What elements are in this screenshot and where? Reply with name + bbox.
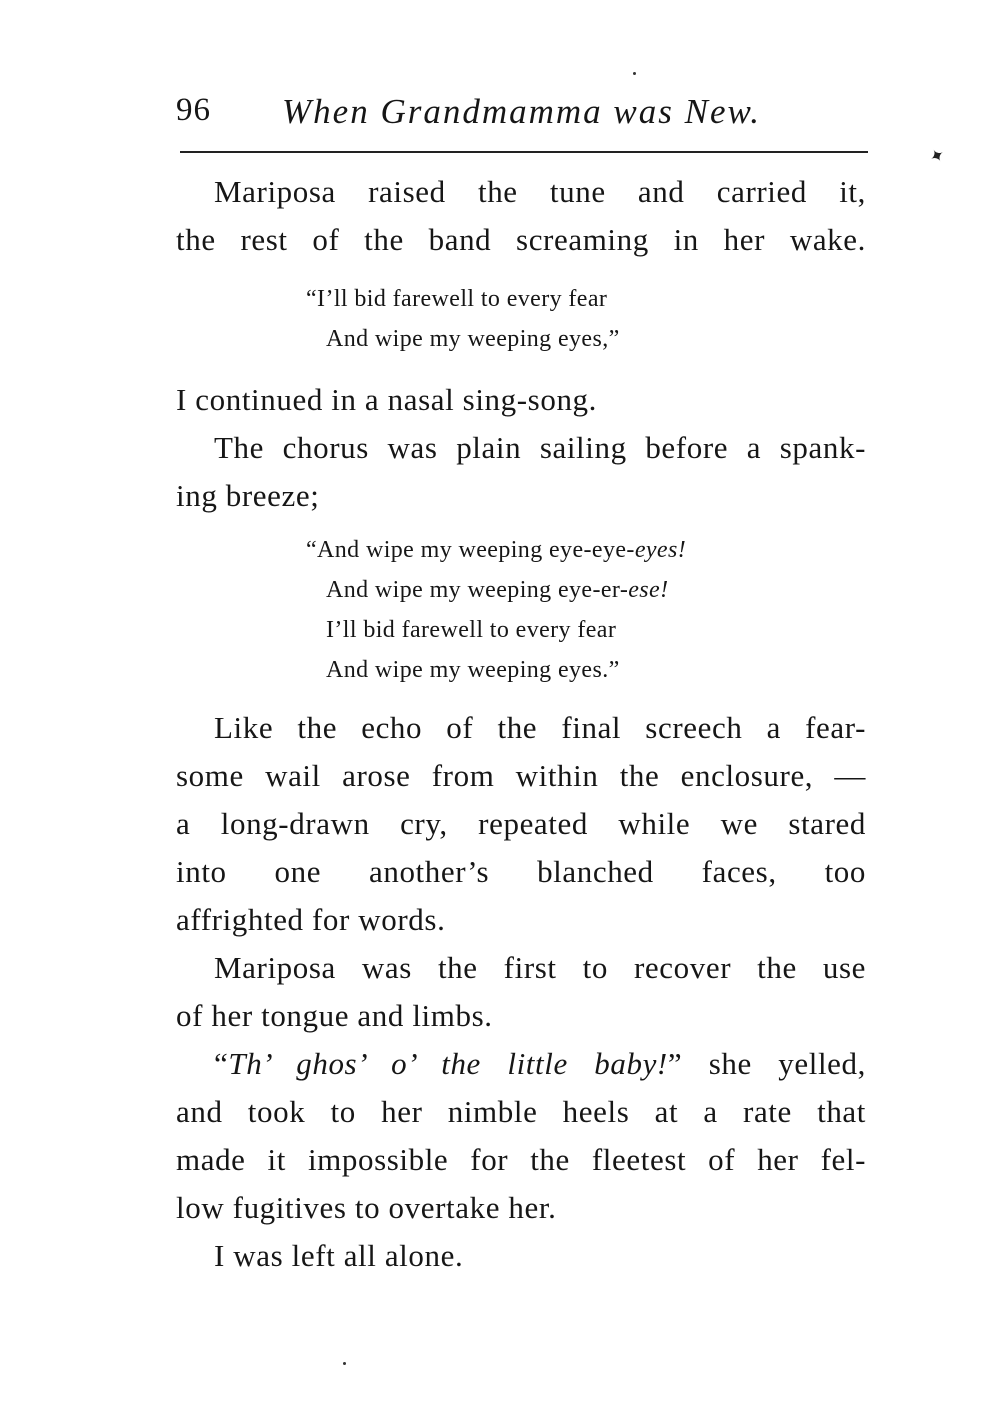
text-line: and took to her nimble heels at a rate that	[176, 1094, 866, 1129]
text-line: some wail arose from within the enclosure, —	[176, 758, 866, 793]
text-line: made it impossible for the fleetest of her fel-	[176, 1142, 866, 1177]
text-line: I continued in a nasal sing-song.	[176, 382, 597, 417]
text-line: of her tongue and limbs.	[176, 998, 493, 1033]
speck	[633, 72, 636, 75]
verse-line: And wipe my weeping eye-er-ese!	[326, 577, 669, 603]
text-line: into one another’s blanched faces, too	[176, 854, 866, 889]
verse-line: I’ll bid farewell to every fear	[326, 617, 617, 643]
page-number: 96	[176, 92, 211, 128]
header-rule	[180, 151, 868, 153]
running-title: When Grandmamma was New.	[282, 92, 762, 131]
text-line: ing breeze;	[176, 478, 320, 513]
verse-line: “And wipe my weeping eye-eye-eyes!	[306, 537, 687, 563]
text-line: a long-drawn cry, repeated while we stared	[176, 806, 866, 841]
text-line: The chorus was plain sailing before a spank-	[214, 430, 866, 465]
text-line: “Th’ ghos’ o’ the little baby!” she yelled,	[214, 1046, 866, 1081]
text-line: Mariposa raised the tune and carried it,	[214, 174, 866, 209]
text-line: I was left all alone.	[214, 1238, 464, 1273]
text-line: Mariposa was the first to recover the use	[214, 950, 866, 985]
running-header	[176, 92, 876, 140]
text-line: low fugitives to overtake her.	[176, 1190, 557, 1225]
verse-line: And wipe my weeping eyes,”	[326, 326, 620, 352]
text-line: the rest of the band screaming in her wake.	[176, 222, 866, 257]
text-line: Like the echo of the final screech a fear-	[214, 710, 866, 745]
verse-line: “I’ll bid farewell to every fear	[306, 286, 608, 312]
margin-mark: ✦	[925, 143, 949, 169]
speck	[343, 1362, 346, 1365]
verse-line: And wipe my weeping eyes.”	[326, 657, 620, 683]
text-line: affrighted for words.	[176, 902, 446, 937]
